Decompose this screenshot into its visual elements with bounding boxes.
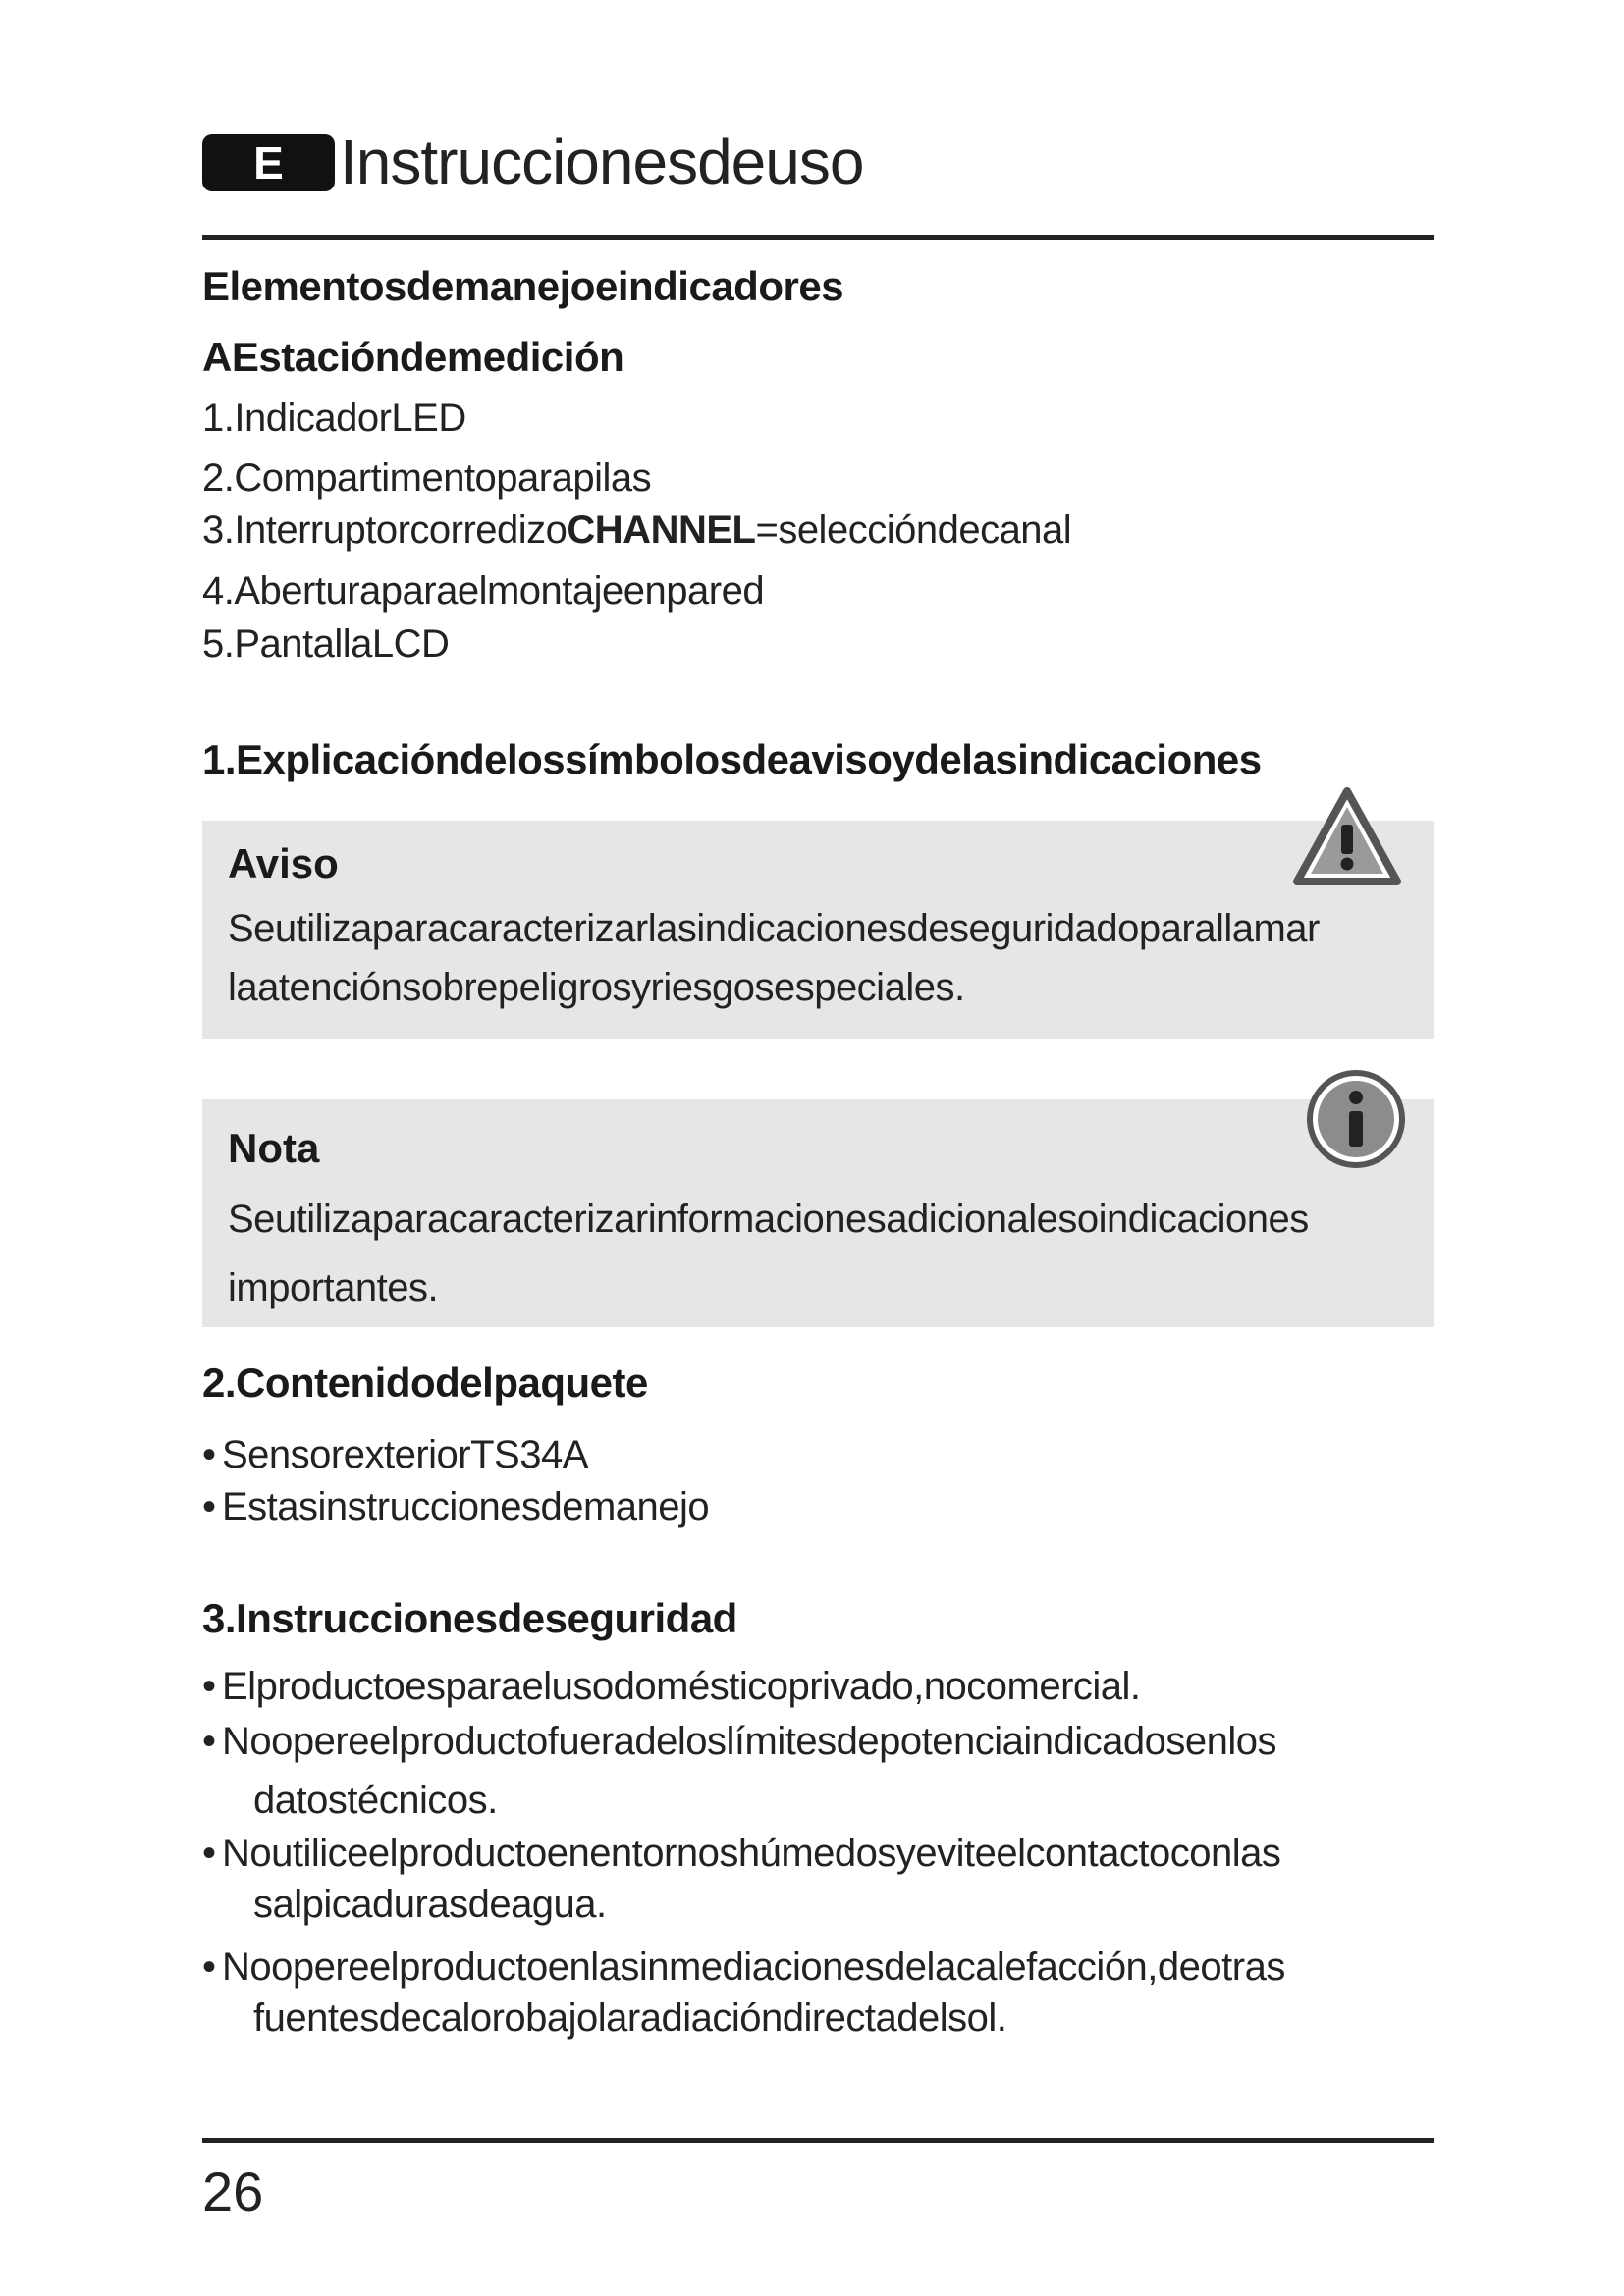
safety-item-4: • Noopereelproductoenlasinmediacionesdelacalefacción,deotras bbox=[202, 1946, 1285, 1989]
info-icon bbox=[1305, 1068, 1407, 1170]
controls-heading: Elementosdemanejoeindicadores bbox=[202, 263, 844, 309]
package-item-1: • SensorexteriorTS34A bbox=[202, 1433, 588, 1476]
safety-item-2-cont: datostécnicos. bbox=[253, 1779, 498, 1822]
note-callout bbox=[202, 1099, 1434, 1327]
safety-item-2: • Noopereelproductofueradeloslímitesdepotenciaindicadosenlos bbox=[202, 1720, 1276, 1763]
safety-item-1: • Elproductoesparaelusodomésticoprivado,nocomercial. bbox=[202, 1665, 1141, 1708]
footer-divider bbox=[202, 2138, 1434, 2143]
language-badge: E bbox=[202, 134, 335, 191]
controls-subheading: AEstacióndemedición bbox=[202, 334, 624, 380]
manual-page bbox=[202, 0, 1434, 2296]
section2-heading: 2.Contenidodelpaquete bbox=[202, 1360, 648, 1406]
page-number: 26 bbox=[202, 2161, 264, 2222]
package-item-2: • Estasinstruccionesdemanejo bbox=[202, 1485, 710, 1528]
note-title: Nota bbox=[228, 1125, 320, 1171]
control-item-4: 4.Aberturaparaelmontajeenpared bbox=[202, 569, 765, 613]
safety-item-3: • Noutiliceelproductoenentornoshúmedosyeviteelcontactoconlas bbox=[202, 1832, 1281, 1875]
control-item-2: 2.Compartimentoparapilas bbox=[202, 456, 652, 500]
control-item-3 bbox=[202, 508, 1071, 553]
safety-item-3-cont: salpicadurasdeagua. bbox=[253, 1883, 607, 1926]
note-text-line-1: Seutilizaparacaracterizarinformacionesadicionalesoindicaciones bbox=[228, 1198, 1309, 1241]
note-text-line-2: importantes. bbox=[228, 1266, 439, 1309]
channel-label: CHANNEL bbox=[567, 508, 756, 552]
control-item-3-prefix: 3.Interruptorcorredizo bbox=[202, 508, 568, 552]
control-item-3-suffix: =seleccióndecanal bbox=[755, 508, 1072, 552]
document-title: Instruccionesdeuso bbox=[340, 127, 864, 197]
warning-text-line-1: Seutilizaparacaracterizarlasindicacionesdeseguridadoparallamar bbox=[228, 907, 1320, 950]
section1-heading: 1.Explicacióndelossímbolosdeavisoydelasindicaciones bbox=[202, 736, 1262, 782]
warning-triangle-icon bbox=[1291, 785, 1403, 887]
control-item-5: 5.PantallaLCD bbox=[202, 622, 450, 666]
control-item-1: 1.IndicadorLED bbox=[202, 397, 466, 440]
header-divider bbox=[202, 235, 1434, 240]
section3-heading: 3.Instruccionesdeseguridad bbox=[202, 1595, 737, 1641]
warning-callout bbox=[202, 821, 1434, 1039]
safety-item-4-cont: fuentesdecalorobajolaradiacióndirectadelsol. bbox=[253, 1997, 1007, 2040]
warning-title: Aviso bbox=[228, 840, 339, 886]
warning-text-line-2: laatenciónsobrepeligrosyriesgosespeciales. bbox=[228, 966, 965, 1009]
